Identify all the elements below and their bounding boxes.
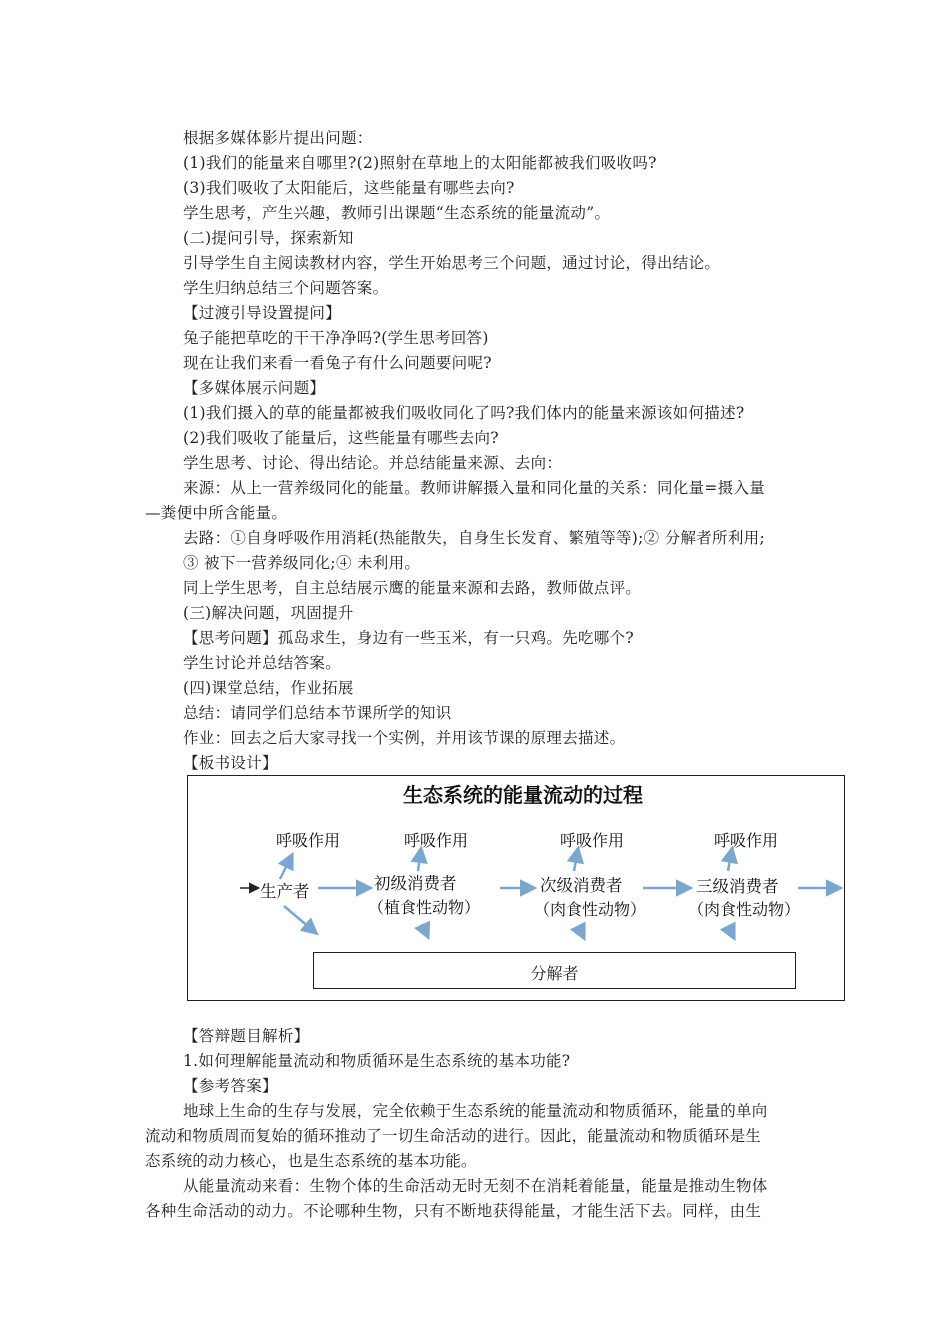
tertiary-consumer-node: 三级消费者 — [696, 877, 779, 896]
tertiary-respiration-arrow — [728, 849, 732, 871]
section-heading: (三)解决问题，巩固提升 — [183, 604, 354, 622]
paragraph: 引导学生自主阅读教材内容，学生开始思考三个问题，通过讨论，得出结论。 — [183, 254, 721, 272]
paragraph: 学生讨论并总结答案。 — [183, 654, 342, 672]
bracket-heading: 【答辩题目解析】 — [183, 1027, 310, 1045]
paragraph: 去路：①自身呼吸作用消耗(热能散失，自身生长发育、繁殖等等);② 分解者所利用; — [183, 529, 765, 547]
diagram-title: 生态系统的能量流动的过程 — [403, 783, 643, 807]
energy-flow-diagram — [187, 775, 845, 1001]
bracket-heading: 【板书设计】 — [183, 754, 278, 772]
bracket-heading: 【参考答案】 — [183, 1077, 278, 1095]
primary-consumer-node: 初级消费者 — [374, 874, 457, 893]
primary-respiration-arrow — [418, 849, 421, 871]
paragraph: 兔子能把草吃的干干净净吗?(学生思考回答) — [183, 329, 489, 347]
tertiary-consumer-type: （肉食性动物） — [688, 900, 801, 919]
paragraph: 现在让我们来看一看兔子有什么问题要问呢? — [183, 354, 492, 372]
bracket-heading: 【多媒体展示问题】 — [183, 379, 326, 397]
paragraph: 从能量流动来看：生物个体的生命活动无时无刻不在消耗着能量，能量是推动生物体 — [183, 1177, 768, 1195]
producer-to-decomposer-arrow — [284, 906, 316, 933]
paragraph: ③ 被下一营养级同化;④ 未利用。 — [183, 554, 421, 572]
paragraph: —粪便中所含能量。 — [145, 504, 288, 522]
respiration-label: 呼吸作用 — [404, 831, 469, 850]
paragraph: 学生归纳总结三个问题答案。 — [183, 279, 389, 297]
section-heading: (二)提问引导，探索新知 — [183, 229, 354, 247]
section-heading: (四)课堂总结，作业拓展 — [183, 679, 354, 697]
paragraph: 学生思考、讨论、得出结论。并总结能量来源、去向： — [183, 454, 563, 472]
bracket-heading: 【过渡引导设置提问】 — [183, 304, 342, 322]
paragraph: 流动和物质周而复始的循环推动了一切生命活动的进行。因此，能量流动和物质循环是生 — [145, 1127, 762, 1145]
primary-to-decomposer-arrow — [422, 924, 428, 937]
tertiary-to-decomposer-arrow — [728, 926, 734, 938]
producer-respiration-arrow — [280, 855, 292, 879]
secondary-respiration-arrow — [574, 849, 578, 871]
respiration-label: 呼吸作用 — [276, 831, 341, 850]
paragraph: (1)我们摄入的草的能量都被我们吸收同化了吗?我们体内的能量来源该如何描述? — [183, 404, 745, 422]
paragraph: (1)我们的能量来自哪里?(2)照射在草地上的太阳能都被我们吸收吗? — [183, 154, 657, 172]
respiration-label: 呼吸作用 — [714, 831, 779, 850]
paragraph: 态系统的动力核心，也是生态系统的基本功能。 — [145, 1152, 477, 1170]
primary-consumer-type: （植食性动物） — [368, 898, 481, 917]
question: 1.如何理解能量流动和物质循环是生态系统的基本功能? — [183, 1052, 571, 1070]
paragraph: 同上学生思考，自主总结展示鹰的能量来源和去路，教师做点评。 — [183, 579, 642, 597]
paragraph: 根据多媒体影片提出问题： — [183, 129, 373, 147]
producer-node: 生产者 — [260, 882, 310, 901]
paragraph: 各种生命活动的动力。不论哪种生物，只有不断地获得能量，才能生活下去。同样，由生 — [145, 1202, 762, 1220]
paragraph: (3)我们吸收了太阳能后，这些能量有哪些去向? — [183, 179, 515, 197]
secondary-consumer-type: （肉食性动物） — [534, 900, 647, 919]
decomposer-box — [313, 952, 796, 989]
paragraph: (2)我们吸收了能量后，这些能量有哪些去向? — [183, 429, 499, 447]
paragraph: 地球上生命的生存与发展，完全依赖于生态系统的能量流动和物质循环，能量的单向 — [183, 1102, 768, 1120]
respiration-label: 呼吸作用 — [560, 831, 625, 850]
paragraph: 总结：请同学们总结本节课所学的知识 — [183, 704, 452, 722]
secondary-to-decomposer-arrow — [578, 926, 584, 938]
paragraph: 来源：从上一营养级同化的能量。教师讲解摄入量和同化量的关系：同化量=摄入量 — [183, 479, 766, 497]
secondary-consumer-node: 次级消费者 — [540, 876, 623, 895]
paragraph: 【思考问题】孤岛求生，身边有一些玉米，有一只鸡。先吃哪个? — [183, 629, 635, 647]
paragraph: 作业：回去之后大家寻找一个实例，并用该节课的原理去描述。 — [183, 729, 626, 747]
paragraph: 学生思考，产生兴趣，教师引出课题“生态系统的能量流动”。 — [183, 204, 611, 222]
decomposer-label: 分解者 — [530, 964, 579, 983]
